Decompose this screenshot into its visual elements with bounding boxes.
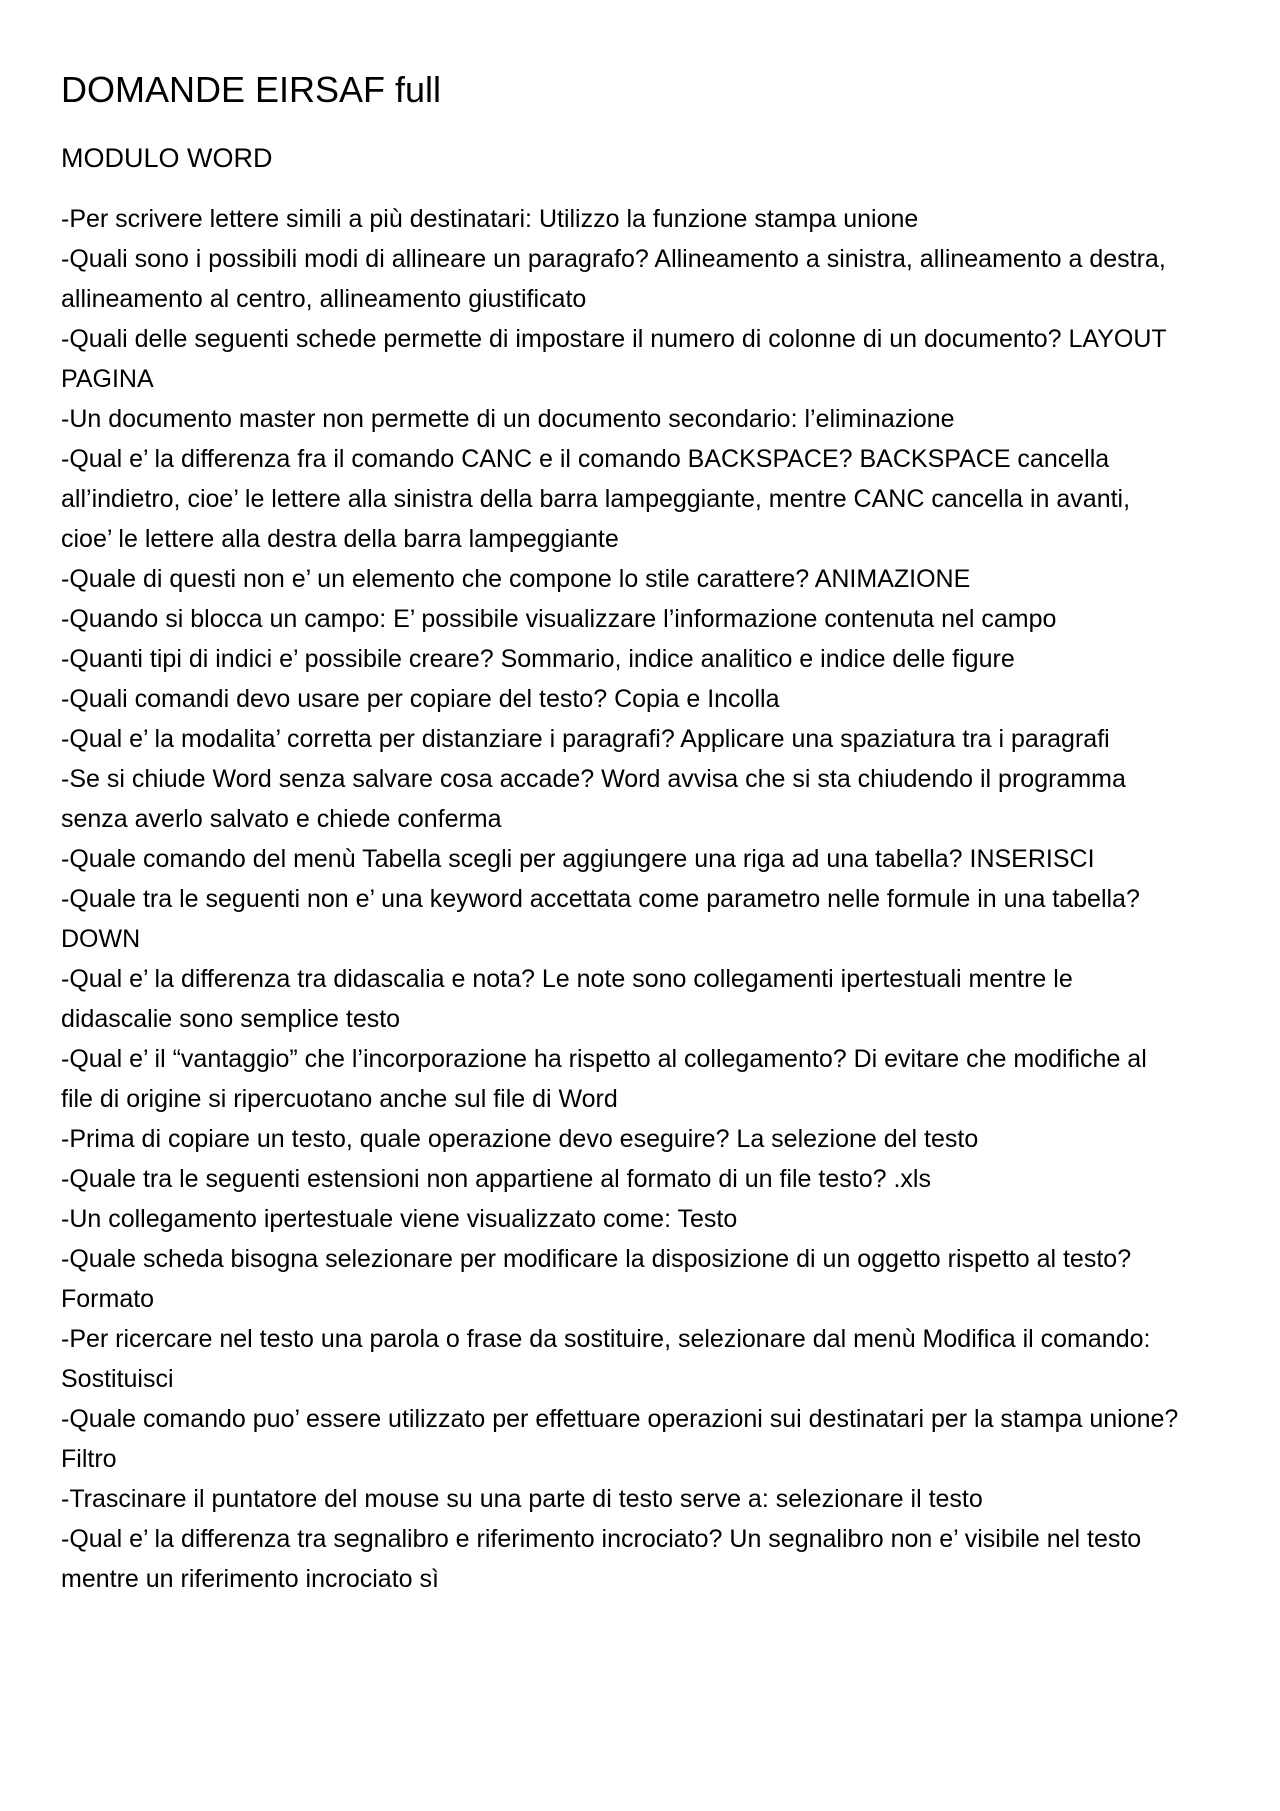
question-item: -Quale tra le seguenti estensioni non appartiene al formato di un file testo? .xls	[61, 1165, 931, 1193]
question-item: -Quali delle seguenti schede permette di impostare il numero di colonne di un documento? LAYOUT PAGINA	[61, 325, 1167, 393]
question-item: -Quale comando puo’ essere utilizzato per effettuare operazioni sui destinatari per la stampa unione? Filtro	[61, 1405, 1179, 1473]
question-item: -Quali sono i possibili modi di allineare un paragrafo? Allineamento a sinistra, allineamento a destra, allineamento al centro, allineamento giustificato	[61, 245, 1166, 313]
document-title: DOMANDE EIRSAF full	[61, 69, 442, 110]
question-item: -Un documento master non permette di un documento secondario: l’eliminazione	[61, 405, 955, 433]
question-item: -Se si chiude Word senza salvare cosa accade? Word avvisa che si sta chiudendo il programma senza averlo salvato e chiede conferma	[61, 765, 1126, 833]
question-item: -Quale di questi non e’ un elemento che compone lo stile carattere? ANIMAZIONE	[61, 565, 971, 593]
question-item: -Trascinare il puntatore del mouse su una parte di testo serve a: selezionare il testo	[61, 1485, 983, 1513]
question-item: -Per ricercare nel testo una parola o frase da sostituire, selezionare dal menù Modifica il comando: Sostituisci	[61, 1325, 1151, 1393]
question-item: -Quali comandi devo usare per copiare del testo? Copia e Incolla	[61, 685, 780, 713]
question-item: -Quale scheda bisogna selezionare per modificare la disposizione di un oggetto rispetto al testo? Formato	[61, 1245, 1132, 1313]
question-item: -Qual e’ la modalita’ corretta per distanziare i paragrafi? Applicare una spaziatura tra i paragrafi	[61, 725, 1110, 753]
question-item: -Qual e’ la differenza tra segnalibro e riferimento incrociato? Un segnalibro non e’ visibile nel testo mentre un riferimento incrociato sì	[61, 1525, 1142, 1593]
question-item: -Qual e’ la differenza fra il comando CANC e il comando BACKSPACE? BACKSPACE cancella all’indietro, cioe’ le lettere alla sinistra della barra lampeggiante, mentre CANC cancella in avanti, cioe’ le lettere alla destra della barra lampeggiante	[61, 445, 1131, 553]
question-item: -Qual e’ il “vantaggio” che l’incorporazione ha rispetto al collegamento? Di evitare che modifiche al file di origine si ripercuotano anche sul file di Word	[61, 1045, 1147, 1113]
question-item: -Per scrivere lettere simili a più destinatari: Utilizzo la funzione stampa unione	[61, 205, 919, 233]
question-item: -Qual e’ la differenza tra didascalia e nota? Le note sono collegamenti ipertestuali mentre le didascalie sono semplice testo	[61, 965, 1073, 1033]
question-item: -Un collegamento ipertestuale viene visualizzato come: Testo	[61, 1205, 738, 1233]
question-item: -Quando si blocca un campo: E’ possibile visualizzare l’informazione contenuta nel campo	[61, 605, 1057, 633]
question-item: -Quale tra le seguenti non e’ una keyword accettata come parametro nelle formule in una tabella? DOWN	[61, 885, 1140, 953]
question-list	[61, 199, 1181, 1599]
question-item: -Quale comando del menù Tabella scegli per aggiungere una riga ad una tabella? INSERISCI	[61, 845, 1095, 873]
question-item: -Quanti tipi di indici e’ possibile creare? Sommario, indice analitico e indice delle figure	[61, 645, 1015, 673]
section-title: MODULO WORD	[61, 143, 273, 173]
question-item: -Prima di copiare un testo, quale operazione devo eseguire? La selezione del testo	[61, 1125, 979, 1153]
